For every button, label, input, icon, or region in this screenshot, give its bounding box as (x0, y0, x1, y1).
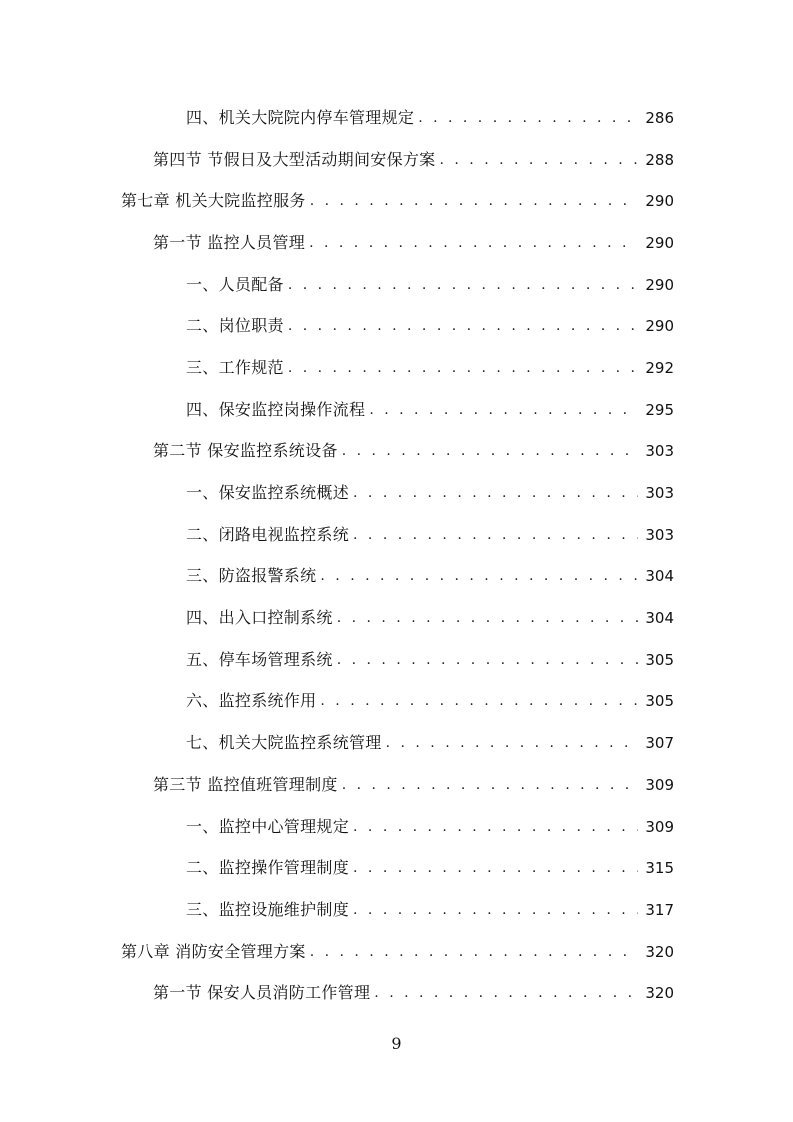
dot-leader (342, 775, 638, 795)
toc-entry[interactable] (0, 931, 793, 973)
toc-entry[interactable] (0, 139, 793, 181)
toc-entry-title: 第二节 保安监控系统设备 (153, 441, 338, 461)
dot-leader (353, 900, 638, 920)
dot-leader (418, 108, 638, 128)
toc-entry-title: 第三节 监控值班管理制度 (153, 774, 338, 794)
toc-entry-page: 292 (645, 358, 674, 377)
table-of-contents (0, 97, 793, 1014)
toc-entry-title: 三、防盗报警系统 (186, 566, 317, 586)
toc-entry-page: 286 (645, 108, 674, 127)
toc-entry[interactable] (0, 639, 793, 681)
toc-entry-title: 第一节 保安人员消防工作管理 (153, 983, 371, 1003)
dot-leader (320, 566, 638, 586)
toc-entry[interactable] (0, 847, 793, 889)
toc-entry-page: 305 (645, 650, 674, 669)
toc-entry-page: 305 (645, 692, 674, 711)
dot-leader (353, 858, 638, 878)
toc-entry-title: 七、机关大院监控系统管理 (186, 733, 382, 753)
dot-leader (288, 275, 638, 295)
toc-entry[interactable] (0, 681, 793, 723)
toc-entry-page: 303 (645, 525, 674, 544)
toc-entry-page: 304 (645, 567, 674, 586)
toc-entry[interactable] (0, 556, 793, 598)
toc-entry-page: 288 (645, 150, 674, 169)
toc-entry-title: 二、岗位职责 (186, 316, 284, 336)
toc-entry-title: 二、闭路电视监控系统 (186, 524, 350, 544)
toc-entry-page: 303 (645, 484, 674, 503)
toc-entry[interactable] (0, 305, 793, 347)
dot-leader (310, 942, 638, 962)
dot-leader (309, 233, 638, 253)
toc-entry-title: 一、监控中心管理规定 (186, 816, 350, 836)
toc-entry-page: 317 (645, 900, 674, 919)
toc-entry-title: 四、保安监控岗操作流程 (186, 399, 366, 419)
toc-entry-page: 309 (645, 775, 674, 794)
toc-entry-title: 四、出入口控制系统 (186, 608, 333, 628)
toc-entry-page: 320 (645, 942, 674, 961)
toc-entry-title: 五、停车场管理系统 (186, 649, 333, 669)
dot-leader (353, 483, 638, 503)
toc-entry[interactable] (0, 722, 793, 764)
toc-entry[interactable] (0, 222, 793, 264)
toc-entry-title: 三、工作规范 (186, 357, 284, 377)
toc-entry-title: 一、保安监控系统概述 (186, 483, 350, 503)
toc-entry[interactable] (0, 972, 793, 1014)
toc-entry[interactable] (0, 431, 793, 473)
dot-leader (320, 691, 638, 711)
dot-leader (337, 650, 638, 670)
dot-leader (337, 608, 638, 628)
toc-entry-page: 320 (645, 984, 674, 1003)
toc-entry-page: 315 (645, 859, 674, 878)
dot-leader (353, 817, 638, 837)
toc-entry[interactable] (0, 889, 793, 931)
dot-leader (288, 316, 638, 336)
toc-entry[interactable] (0, 389, 793, 431)
toc-entry-page: 290 (645, 275, 674, 294)
toc-entry-title: 四、机关大院院内停车管理规定 (186, 107, 415, 127)
toc-entry[interactable] (0, 97, 793, 139)
toc-entry[interactable] (0, 472, 793, 514)
toc-entry-title: 六、监控系统作用 (186, 691, 317, 711)
toc-entry-title: 第八章 消防安全管理方案 (121, 941, 306, 961)
toc-entry-page: 307 (645, 734, 674, 753)
toc-entry-title: 第一节 监控人员管理 (153, 232, 306, 252)
toc-entry[interactable] (0, 597, 793, 639)
toc-entry-page: 290 (645, 233, 674, 252)
toc-entry-title: 第七章 机关大院监控服务 (121, 191, 306, 211)
dot-leader (386, 733, 638, 753)
toc-entry-title: 二、监控操作管理制度 (186, 858, 350, 878)
dot-leader (369, 400, 638, 420)
toc-entry-page: 303 (645, 442, 674, 461)
toc-entry[interactable] (0, 180, 793, 222)
dot-leader (342, 441, 638, 461)
toc-entry[interactable] (0, 764, 793, 806)
dot-leader (310, 191, 638, 211)
toc-entry-title: 一、人员配备 (186, 274, 284, 294)
toc-entry-page: 309 (645, 817, 674, 836)
toc-entry-page: 295 (645, 400, 674, 419)
dot-leader (374, 983, 638, 1003)
page-number: 9 (391, 1034, 402, 1053)
toc-entry-title: 第四节 节假日及大型活动期间安保方案 (153, 149, 436, 169)
toc-entry[interactable] (0, 264, 793, 306)
toc-entry-title: 三、监控设施维护制度 (186, 899, 350, 919)
dot-leader (353, 525, 638, 545)
toc-entry[interactable] (0, 514, 793, 556)
toc-entry-page: 304 (645, 609, 674, 628)
toc-entry[interactable] (0, 347, 793, 389)
dot-leader (288, 358, 638, 378)
toc-entry-page: 290 (645, 317, 674, 336)
dot-leader (440, 150, 639, 170)
toc-entry-page: 290 (645, 192, 674, 211)
toc-entry[interactable] (0, 806, 793, 848)
